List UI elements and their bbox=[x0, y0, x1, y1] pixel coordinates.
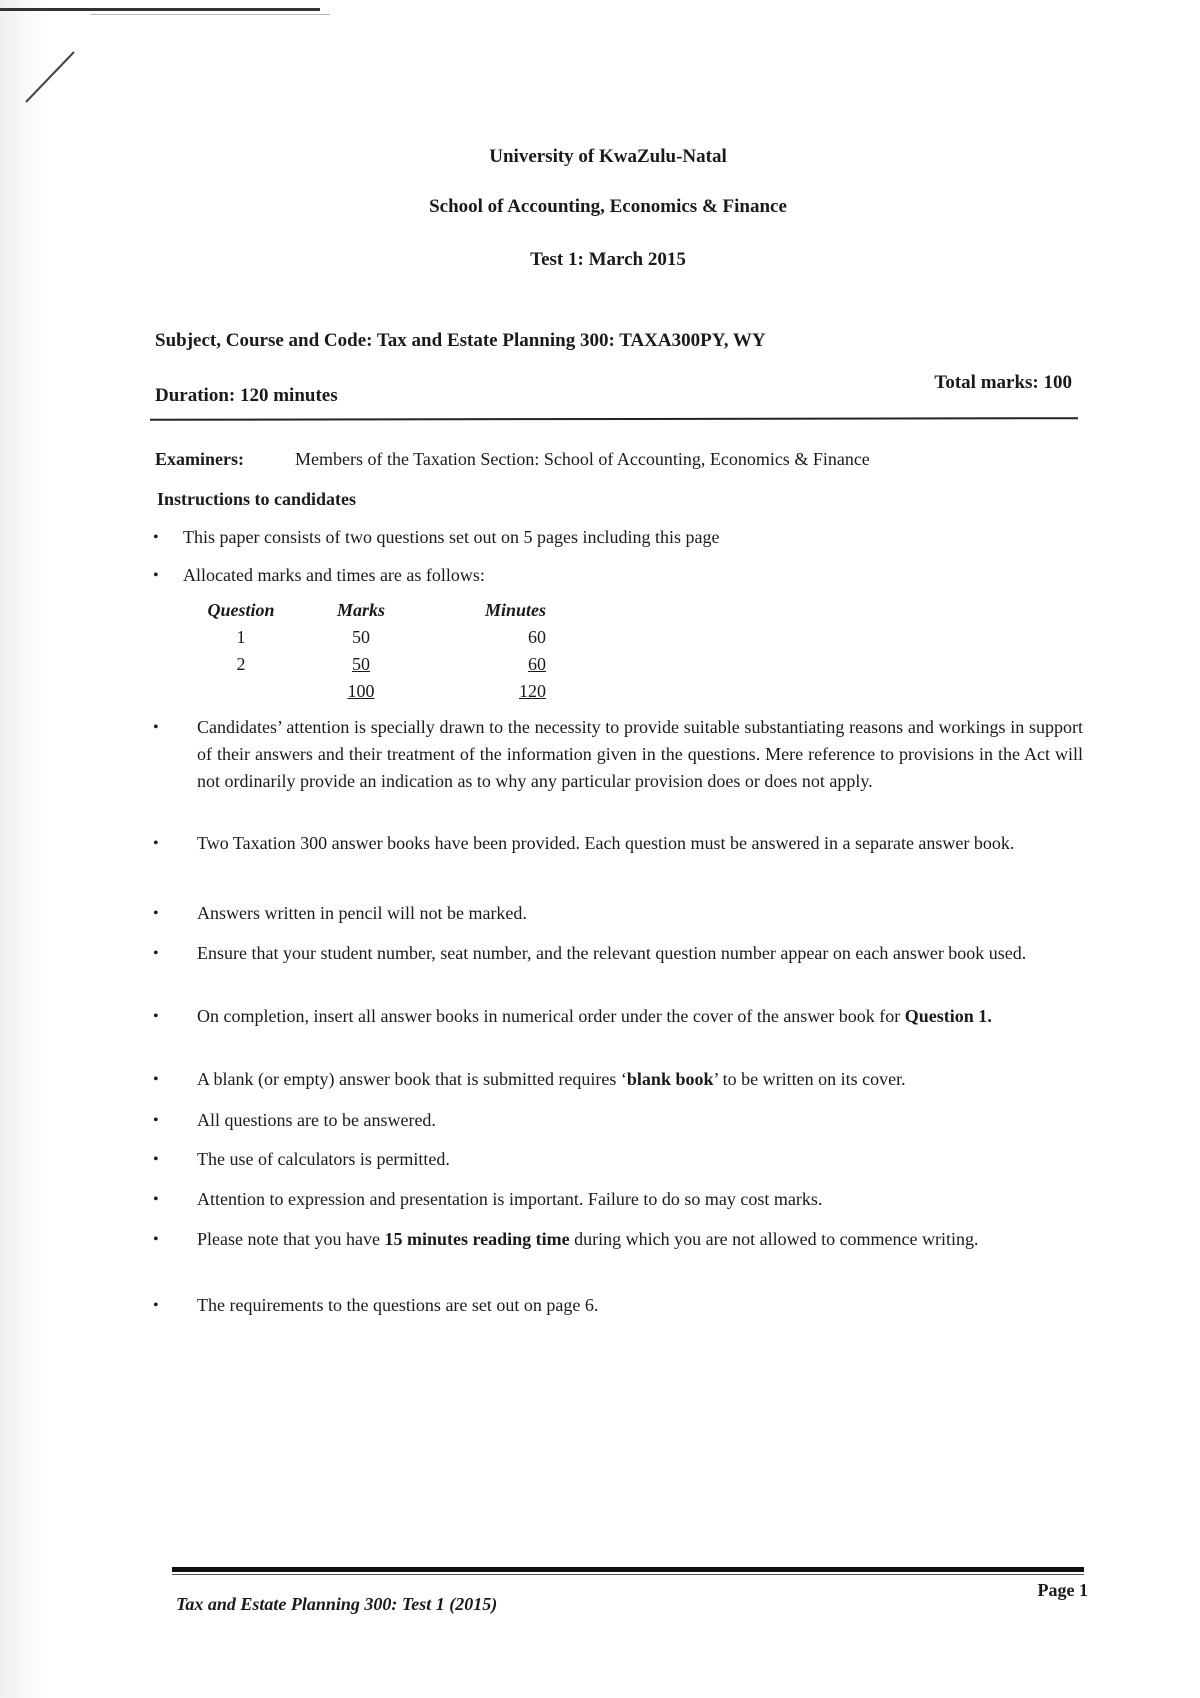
test-title: Test 1: March 2015 bbox=[530, 249, 686, 270]
bullet-icon: • bbox=[153, 1151, 159, 1168]
bullet-icon: • bbox=[153, 1231, 159, 1248]
instruction-text-part: A blank (or empty) answer book that is submitted requires ‘ bbox=[197, 1069, 627, 1089]
bullet-icon: • bbox=[153, 835, 159, 852]
examiners-label: Examiners: bbox=[155, 449, 244, 469]
instruction-text: Attention to expression and presentation is important. Failure to do so may cost marks. bbox=[197, 1189, 823, 1209]
bullet-icon: • bbox=[153, 1071, 159, 1088]
col-header-marks: Marks bbox=[336, 600, 385, 620]
instruction-emphasis: blank book bbox=[626, 1069, 714, 1089]
subject-line bbox=[155, 330, 766, 352]
instruction-item bbox=[153, 900, 1083, 927]
instruction-text: The requirements to the questions are set out on page 6. bbox=[197, 1295, 599, 1315]
cell-minutes: 60 bbox=[528, 627, 546, 647]
total-label: Total marks: bbox=[934, 372, 1039, 393]
instruction-text: This paper consists of two questions set out on 5 pages including this page bbox=[183, 527, 720, 547]
cell-minutes-total: 120 bbox=[519, 681, 546, 701]
instruction-item bbox=[153, 1226, 1083, 1253]
duration-label: Duration: bbox=[155, 385, 236, 406]
bullet-icon: • bbox=[153, 1191, 159, 1208]
instruction-text bbox=[197, 1003, 1083, 1030]
bullet-icon: • bbox=[153, 529, 159, 546]
cell-question: 2 bbox=[236, 654, 246, 674]
instruction-text: Ensure that your student number, seat number, and the relevant question number appear on each answer book used. bbox=[197, 943, 1027, 963]
subject-value: Tax and Estate Planning 300: TAXA300PY, WY bbox=[376, 330, 766, 351]
instruction-item bbox=[153, 1146, 1083, 1173]
instruction-text: Answers written in pencil will not be marked. bbox=[197, 903, 527, 923]
instruction-text-part: during which you are not allowed to commence writing. bbox=[569, 1229, 979, 1249]
col-header-question: Question bbox=[207, 600, 275, 620]
school-title: School of Accounting, Economics & Finance bbox=[429, 196, 787, 217]
instruction-text-part: Please note that you have bbox=[197, 1229, 385, 1249]
cell-minutes: 60 bbox=[528, 654, 546, 674]
instruction-item bbox=[153, 562, 485, 589]
instruction-emphasis: 15 minutes reading time bbox=[384, 1229, 570, 1249]
instruction-item bbox=[153, 940, 1083, 967]
total-marks-line bbox=[934, 372, 1072, 394]
university-title: University of KwaZulu-Natal bbox=[489, 146, 727, 167]
instruction-emphasis: Question 1 bbox=[904, 1006, 988, 1026]
cell-question: 1 bbox=[236, 627, 246, 647]
col-header-minutes: Minutes bbox=[484, 600, 546, 620]
instruction-item bbox=[153, 714, 1083, 795]
bullet-icon: • bbox=[153, 945, 159, 962]
scan-artifact-line bbox=[0, 8, 320, 11]
instruction-item bbox=[153, 1066, 1083, 1093]
instruction-item bbox=[153, 524, 719, 551]
instruction-item bbox=[153, 1003, 1083, 1030]
instruction-text: Candidates’ attention is specially drawn to the necessity to provide suitable substantiating reasons and workings in support of their answers and their treatment of the information given in the questions. Mere reference to provisions in the Act will not ordinarily provide an indication as to why any particular provision does or does not apply. bbox=[197, 717, 1083, 791]
instruction-text-part: . bbox=[987, 1006, 992, 1026]
header-divider bbox=[150, 417, 1078, 421]
instruction-text: The use of calculators is permitted. bbox=[197, 1149, 450, 1169]
instruction-text bbox=[197, 1226, 1083, 1253]
scan-artifact-line-thin bbox=[90, 14, 330, 15]
bullet-icon: • bbox=[153, 1008, 159, 1025]
instruction-text-part: On completion, insert all answer books in numerical order under the cover of the answer book for bbox=[197, 1006, 905, 1026]
instructions-heading: Instructions to candidates bbox=[157, 489, 357, 509]
pen-stroke-mark bbox=[22, 48, 92, 108]
instruction-text: Two Taxation 300 answer books have been provided. Each question must be answered in a separate answer book. bbox=[197, 833, 1015, 853]
bullet-icon: • bbox=[153, 905, 159, 922]
footer-divider-thin bbox=[172, 1574, 1084, 1575]
instruction-text: Allocated marks and times are as follows: bbox=[183, 565, 485, 585]
instruction-item bbox=[153, 1292, 1083, 1319]
instruction-text bbox=[197, 1066, 1083, 1093]
bullet-icon: • bbox=[153, 567, 159, 584]
instruction-item bbox=[153, 1107, 1083, 1134]
bullet-icon: • bbox=[153, 1112, 159, 1129]
instruction-text: All questions are to be answered. bbox=[197, 1110, 436, 1130]
examiners-value: Members of the Taxation Section: School of Accounting, Economics & Finance bbox=[295, 449, 870, 469]
bullet-icon: • bbox=[153, 1297, 159, 1314]
cell-marks: 50 bbox=[352, 654, 370, 674]
duration-value: 120 minutes bbox=[239, 385, 338, 406]
duration-line bbox=[155, 385, 338, 407]
page-number: Page 1 bbox=[1037, 1580, 1088, 1600]
cell-marks: 50 bbox=[352, 627, 370, 647]
bullet-icon: • bbox=[153, 719, 159, 736]
examiners-line bbox=[155, 449, 870, 470]
cell-marks-total: 100 bbox=[347, 681, 375, 701]
subject-label: Subject, Course and Code: bbox=[155, 330, 373, 351]
footer-divider bbox=[172, 1567, 1084, 1572]
footer-course-title: Tax and Estate Planning 300: Test 1 (2015) bbox=[176, 1594, 498, 1614]
total-value: 100 bbox=[1043, 372, 1072, 393]
instruction-item bbox=[153, 830, 1083, 857]
instruction-text-part: ’ to be written on its cover. bbox=[713, 1069, 906, 1089]
instruction-item bbox=[153, 1186, 1083, 1213]
